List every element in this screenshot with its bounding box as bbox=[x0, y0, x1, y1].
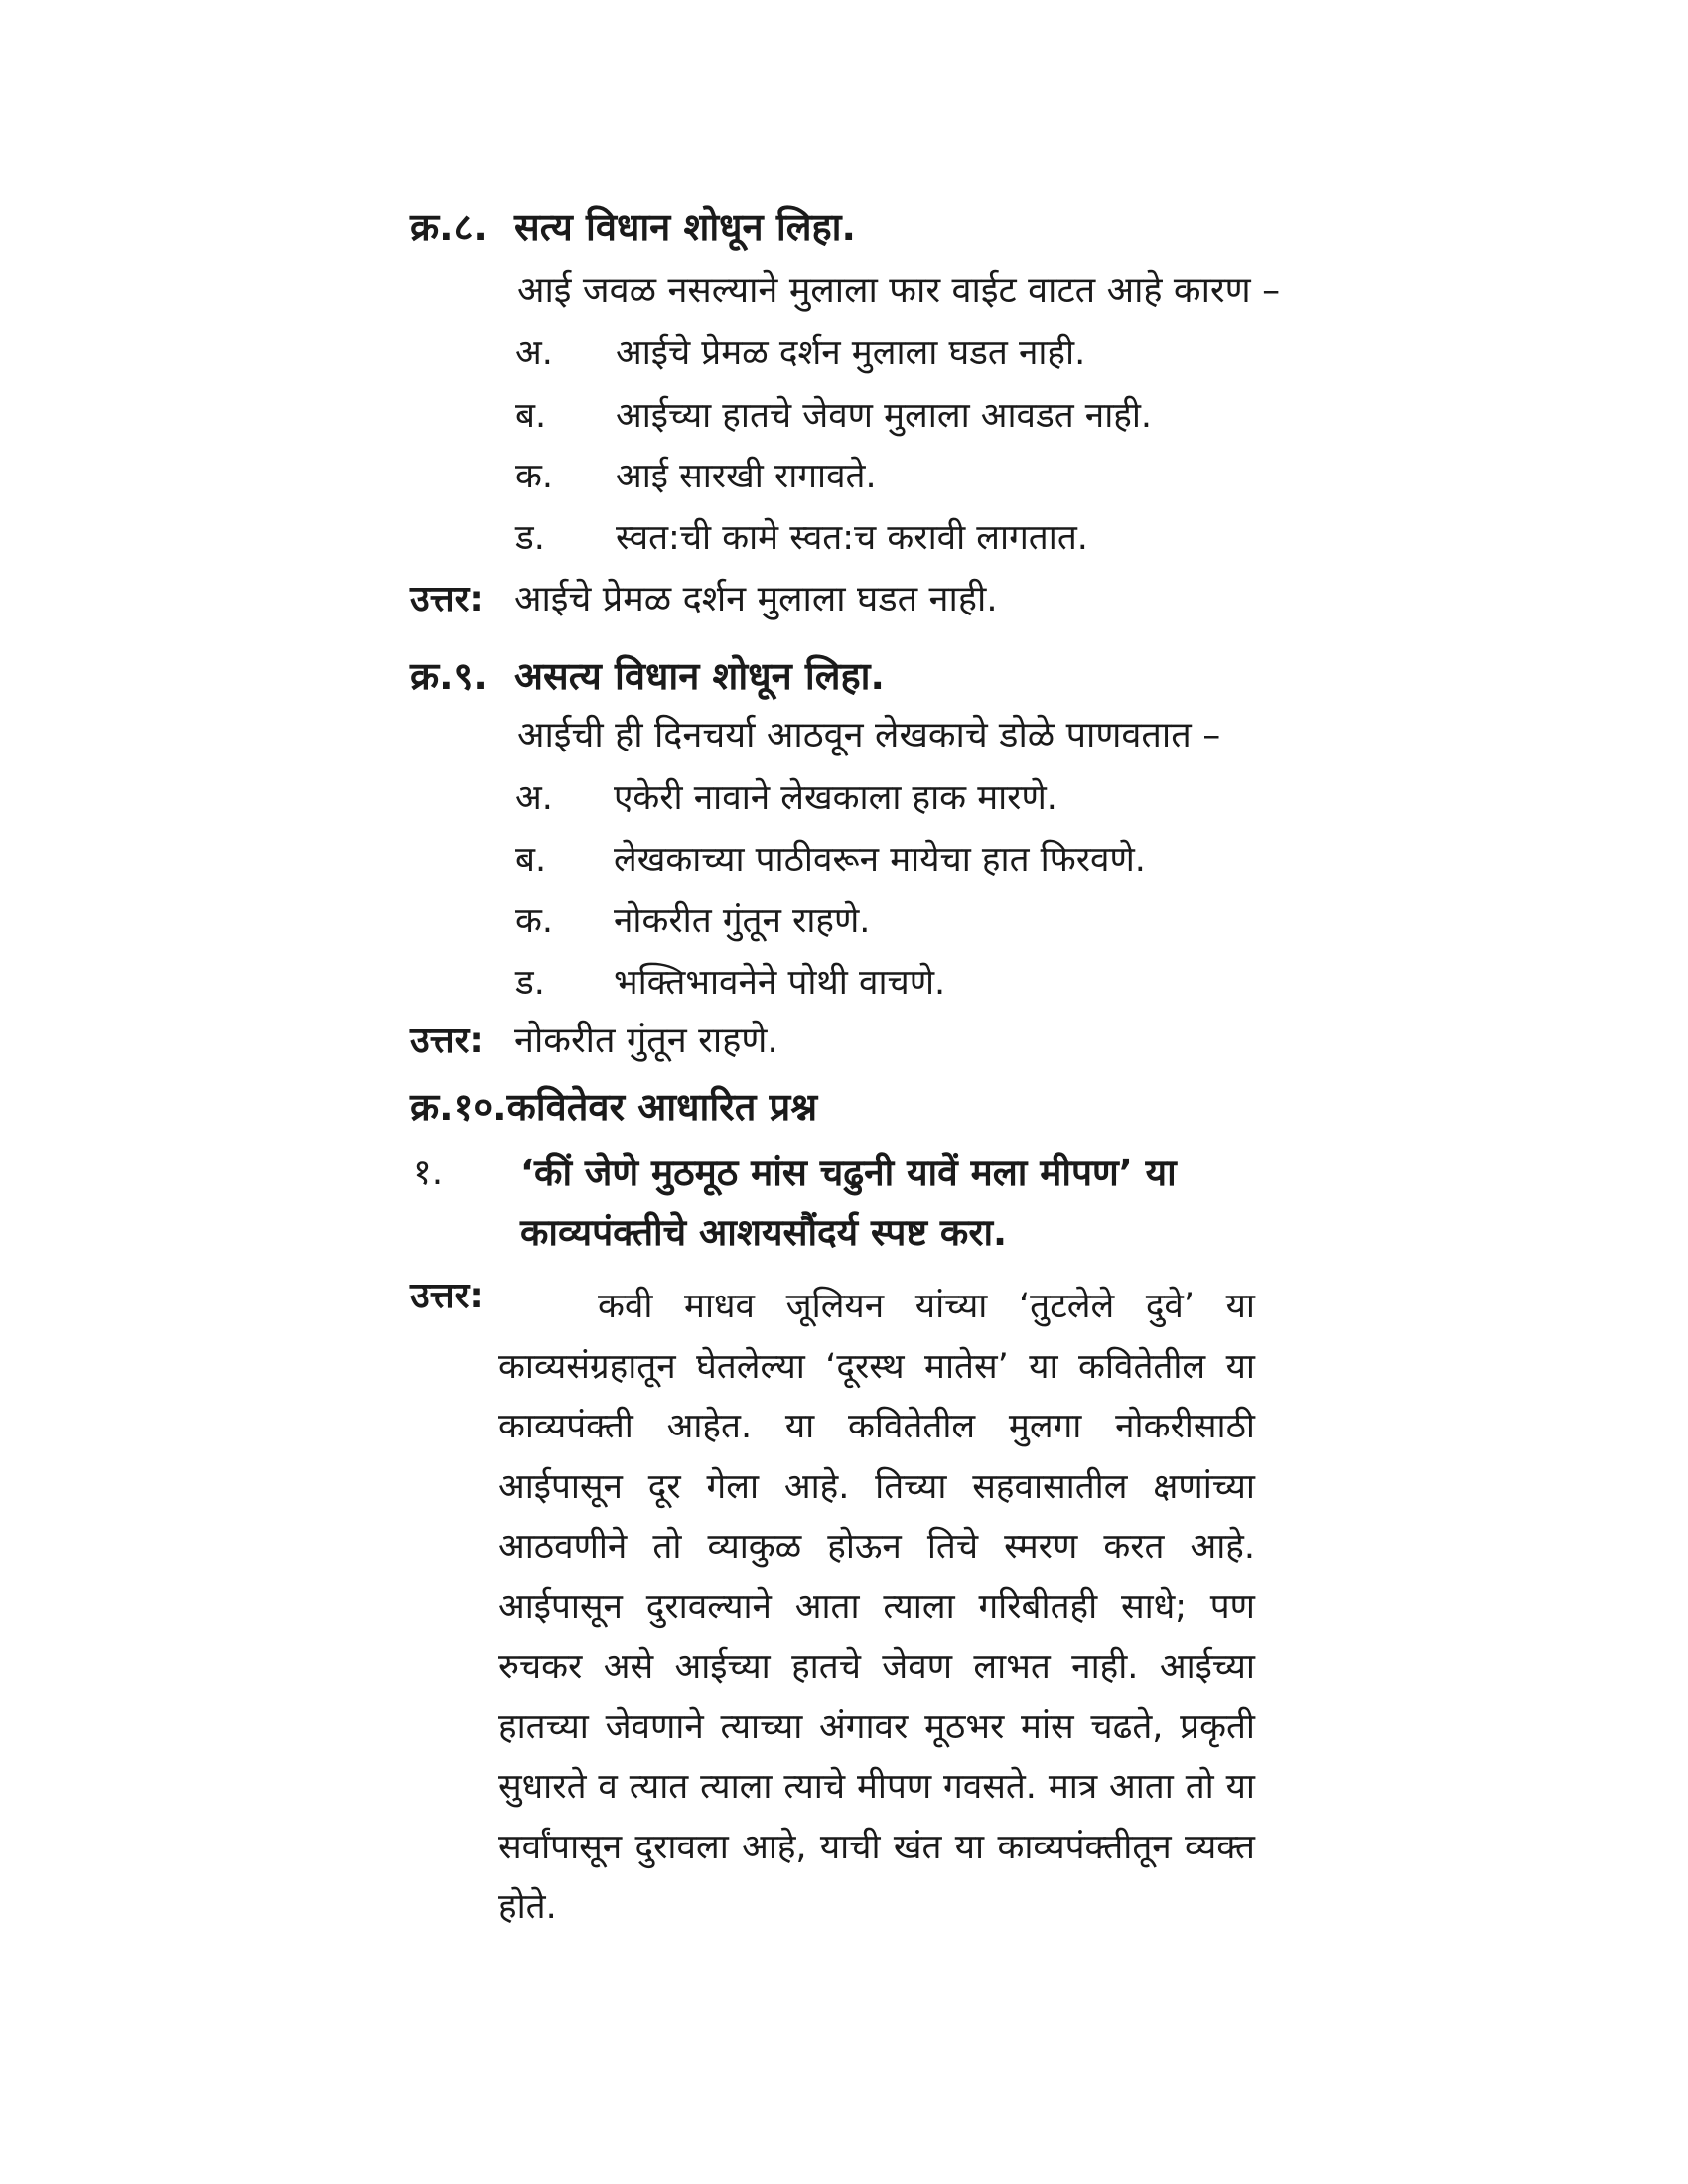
q8-option-a-text: आईचे प्रेमळ दर्शन मुलाला घडत नाही. bbox=[616, 334, 1086, 373]
q9-option-d-letter: ड. bbox=[515, 963, 545, 1003]
q8-number: क्र.८. bbox=[410, 205, 488, 249]
q9-stem: आईची ही दिनचर्या आठवून लेखकाचे डोळे पाणवतात – bbox=[517, 715, 1221, 755]
q8-title: सत्य विधान शोधून लिहा. bbox=[514, 205, 856, 249]
q8-answer: आईचे प्रेमळ दर्शन मुलाला घडत नाही. bbox=[514, 579, 998, 619]
q9-option-c-text: नोकरीत गुंतून राहणे. bbox=[614, 901, 871, 941]
q10-question: ‘कीं जेणे मुठमूठ मांस चढुनी यावें मला मीपण’ या काव्यपंक्तीचे आशयसौंदर्य स्पष्ट करा. bbox=[520, 1152, 1177, 1254]
q8-stem: आई जवळ नसल्याने मुलाला फार वाईट वाटत आहे कारण – bbox=[517, 270, 1281, 311]
q9-option-b-letter: ब. bbox=[515, 840, 547, 880]
q8-option-b-text: आईच्या हातचे जेवण मुलाला आवडत नाही. bbox=[616, 396, 1153, 436]
q9-option-a-letter: अ. bbox=[515, 778, 553, 818]
q8-option-c-text: आई सारखी रागावते. bbox=[616, 457, 877, 496]
q9-option-d-text: भक्तिभावनेने पोथी वाचणे. bbox=[614, 963, 946, 1003]
q8-option-b-letter: ब. bbox=[515, 396, 547, 436]
q9-answer-label: उत्तर: bbox=[410, 1021, 484, 1061]
q9-option-b-text: लेखकाच्या पाठीवरून मायेचा हात फिरवणे. bbox=[614, 840, 1146, 880]
q8-option-c-letter: क. bbox=[515, 457, 554, 496]
q10-answer-paragraph: कवी माधव जूलियन यांच्या ‘तुटलेले दुवे’ या काव्यसंग्रहातून घेतलेल्या ‘दूरस्थ मातेस’ या कवितेतील या काव्यपंक्ती आहेत. या कवितेतील मुलगा नोकरीसाठी आईपासून दूर गेला आहे. तिच्या सहवासातील क्षणांच्या आठवणीने तो व्याकुळ होऊन तिचे स्मरण करत आहे. आईपासून दुरावल्याने आता त्याला गरिबीतही साधे; पण रुचकर असे आईच्या हातचे जेवण लाभत नाही. आईच्या हातच्या जेवणाने त्याच्या अंगावर मूठभर मांस चढते, प्रकृती सुधारते व त्यात त्याला त्याचे मीपण गवसते. मात्र आता तो या सर्वांपासून दुरावला आहे, याची खंत या काव्यपंक्तीतून व्यक्त होते. bbox=[498, 1287, 1255, 1927]
q9-option-c-letter: क. bbox=[515, 901, 554, 941]
q9-answer: नोकरीत गुंतून राहणे. bbox=[514, 1021, 778, 1061]
q8-option-d-text: स्वत:ची कामे स्वत:च करावी लागतात. bbox=[616, 518, 1088, 558]
q10-answer-label: उत्तर: bbox=[410, 1276, 484, 1316]
q9-number: क्र.९. bbox=[410, 654, 488, 698]
q8-option-d-letter: ड. bbox=[515, 518, 545, 558]
q8-option-a-letter: अ. bbox=[515, 334, 553, 373]
q10-sub-number: १. bbox=[413, 1153, 444, 1193]
q9-title: असत्य विधान शोधून लिहा. bbox=[514, 654, 885, 698]
q8-answer-label: उत्तर: bbox=[410, 579, 484, 619]
q9-option-a-text: एकेरी नावाने लेखकाला हाक मारणे. bbox=[614, 778, 1057, 818]
q10-heading: क्र.१०.कवितेवर आधारित प्रश्न bbox=[410, 1085, 818, 1129]
